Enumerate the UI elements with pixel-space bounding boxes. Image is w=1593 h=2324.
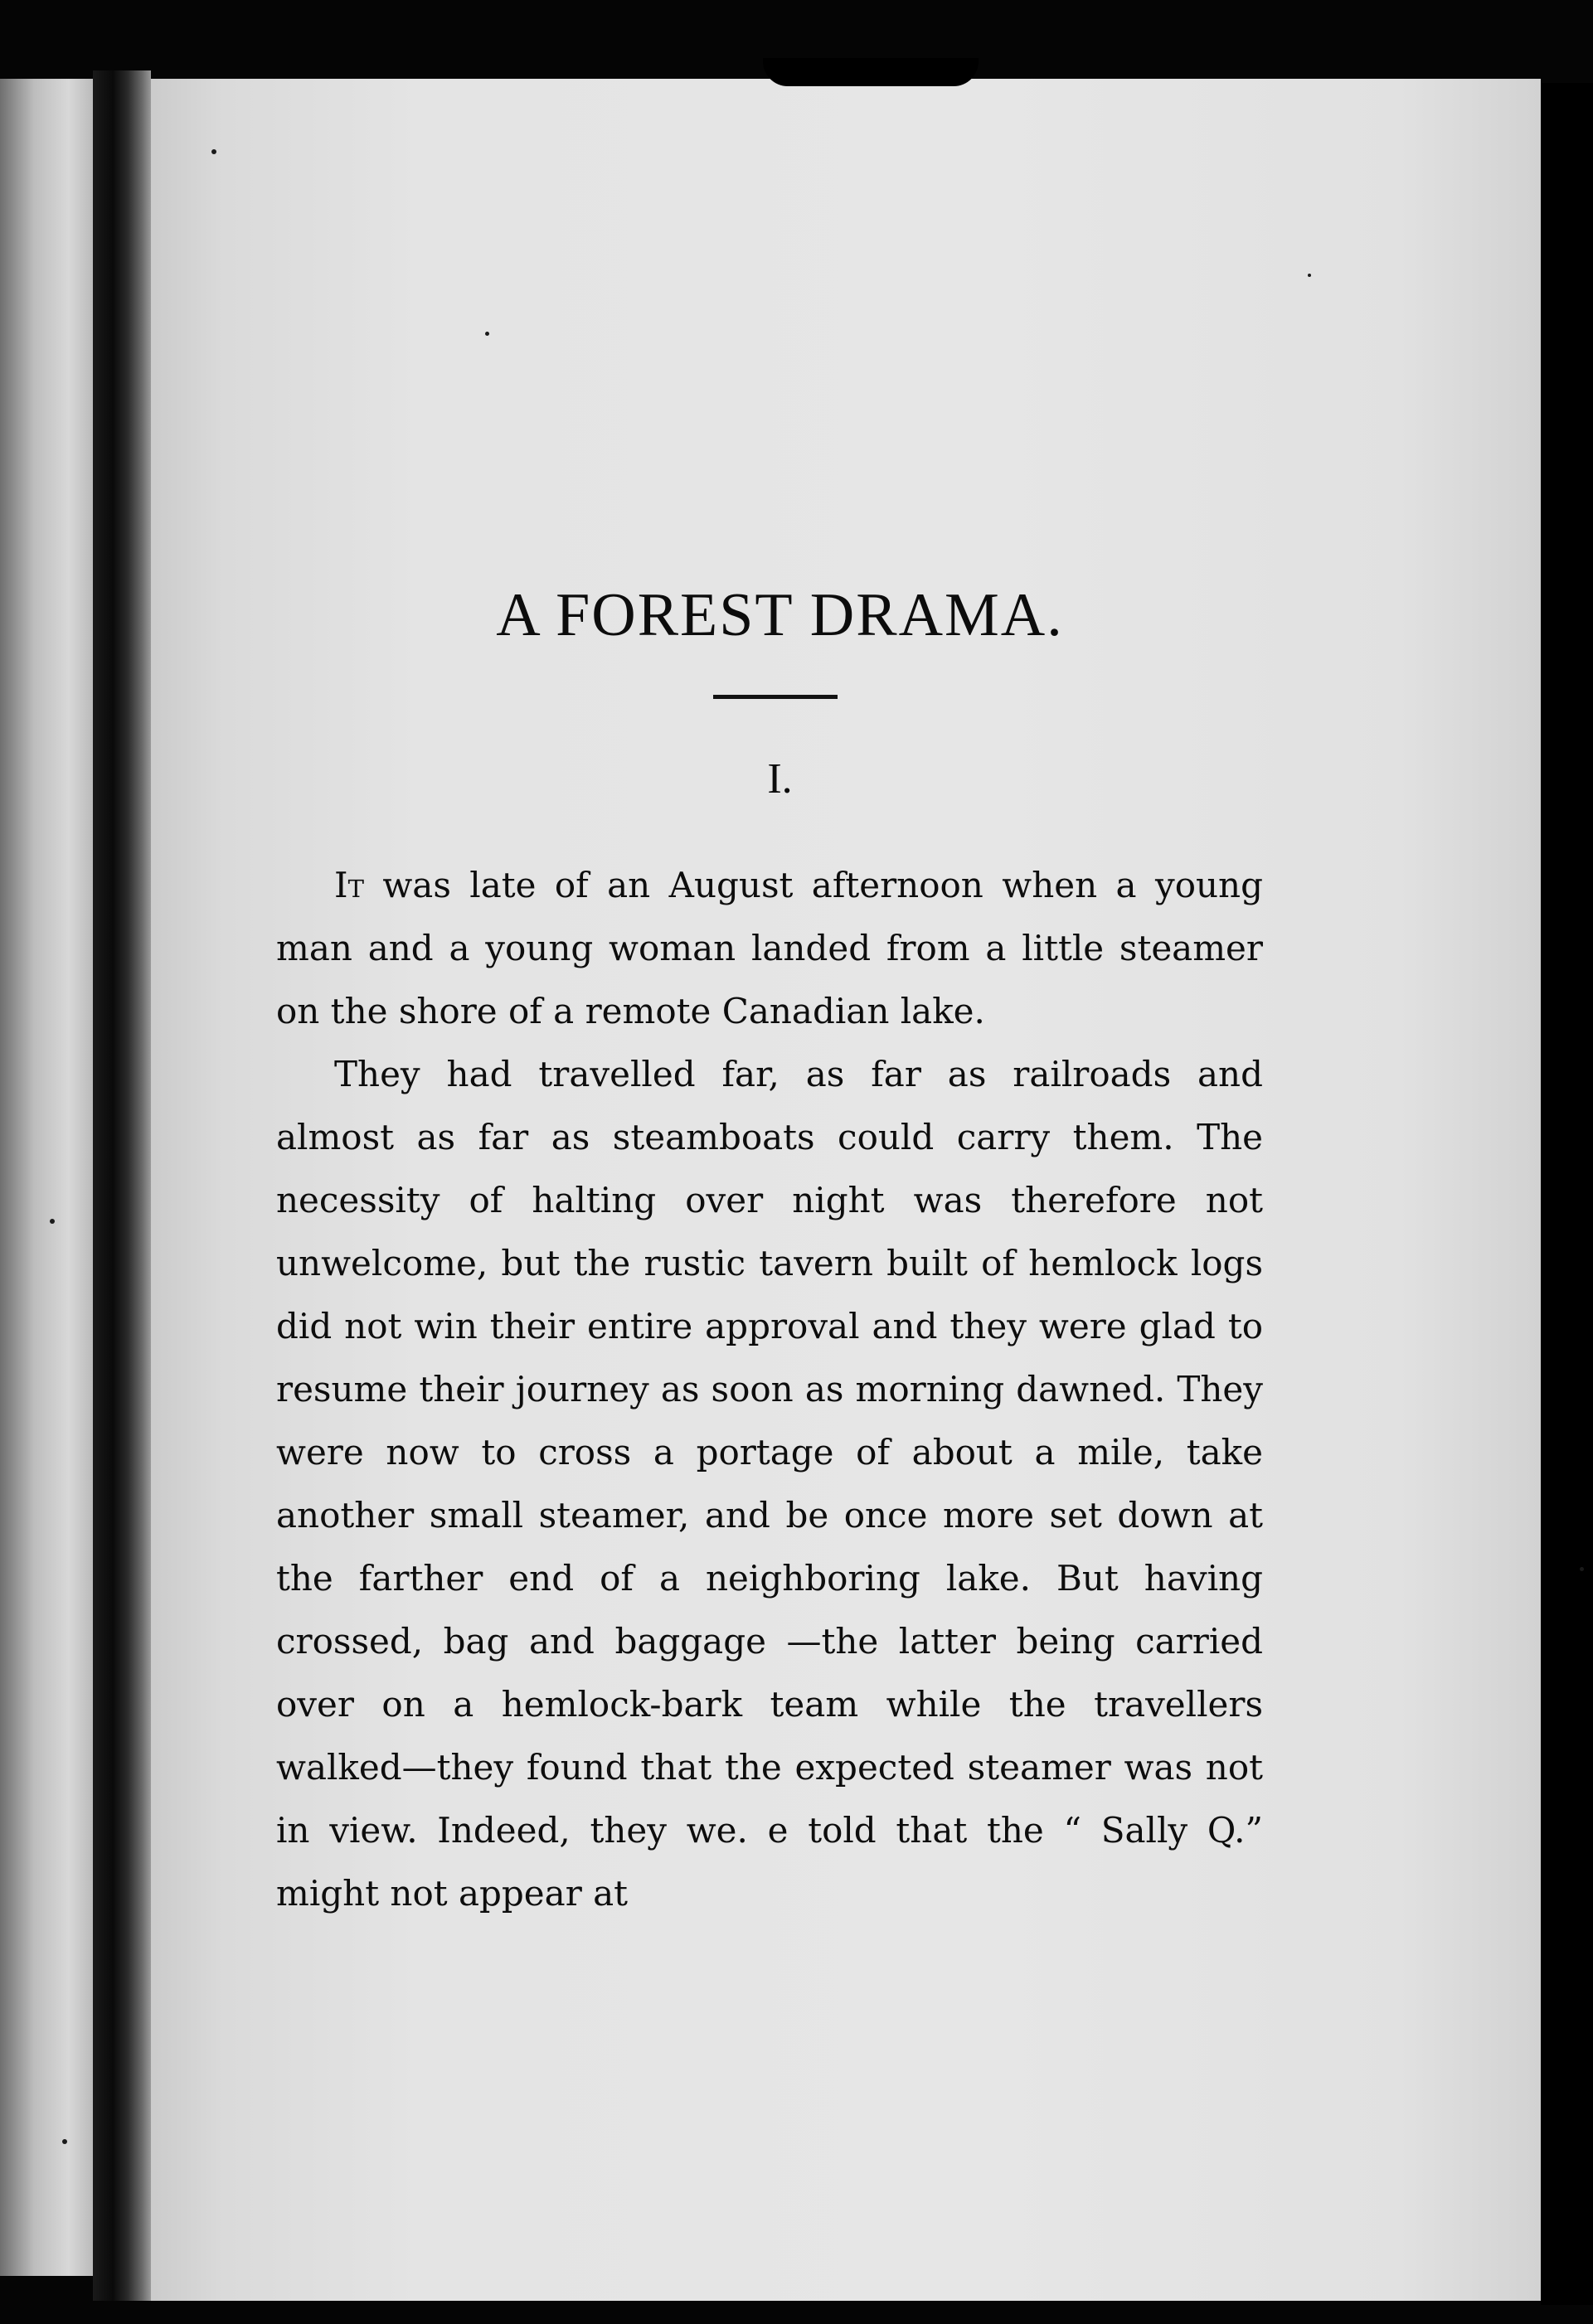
scan-speck [211, 149, 216, 154]
section-number: I. [767, 755, 793, 803]
paragraph-2 [276, 1043, 1263, 1925]
scan-speck [1308, 274, 1311, 277]
previous-page-edge [0, 79, 98, 2276]
title-rule-divider [713, 695, 838, 699]
scan-speck [485, 332, 489, 336]
paragraph-lead: It [334, 865, 364, 905]
scan-speck [62, 2139, 67, 2144]
paragraph-text: was late of an August afternoon when a young man and a young woman landed from a little steamer on the shore of a remote Canadian lake. [276, 865, 1263, 1031]
body-text [276, 854, 1263, 1925]
top-binding-notch [763, 58, 979, 86]
paragraph-1 [276, 854, 1263, 1043]
scan-speck [50, 1219, 55, 1224]
chapter-title: A FOREST DRAMA. [496, 581, 1064, 649]
scan-speck [1580, 1567, 1584, 1571]
book-spine-shadow [93, 70, 151, 2301]
right-border [1541, 83, 1593, 2305]
paragraph-text: They had travelled far, as far as railroads and almost as far as steamboats could carry them. The necessity of halting over night was therefore not unwelcome, but the rustic tavern built of hemlock logs did not win their entire approval and they were glad to resume their journey as soon as morning dawned. They were now to cross a portage of about a mile, take another small steamer, and be once more set down at the farther end of a neighboring lake. But having crossed, bag and baggage —the latter being carried over on a hemlock-bark team while the travellers walked—they found that the expected steamer was not in view. Indeed, they we. e told that the “ Sally Q.” might not appear at [276, 1054, 1263, 1914]
